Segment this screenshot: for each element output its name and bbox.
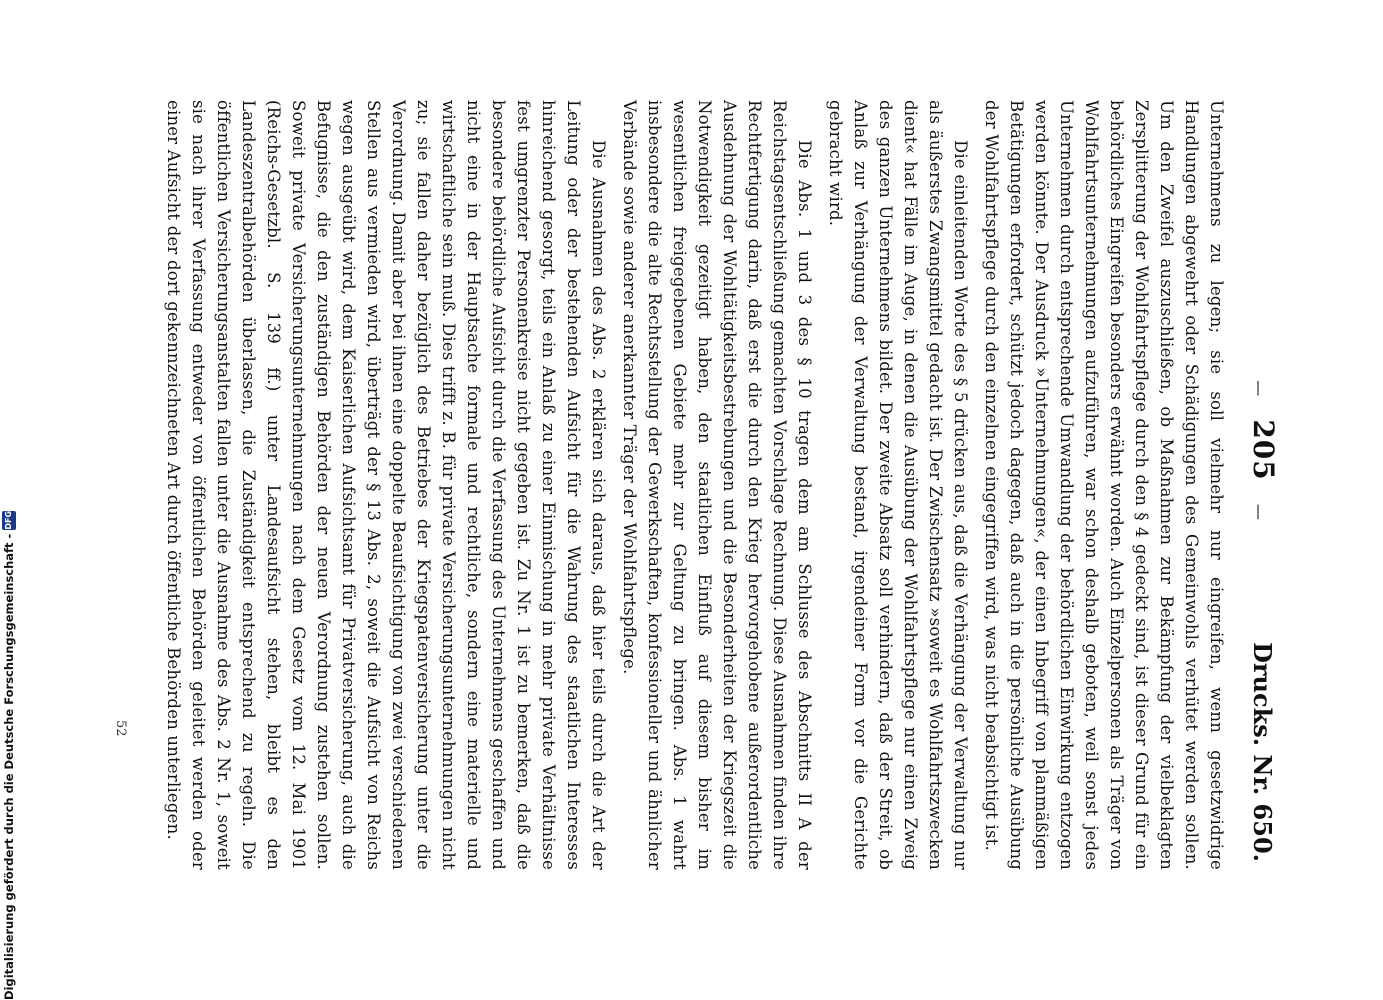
paragraph-1: Unternehmens zu legen; sie soll vielmehr nur eingreifen, wenn gesetzwidrige Handlungen abgewehrt oder Schädigungen des Gemeinwohls verhütet werden sollen. Um den Zweifel auszuschließen, ob Maßnahmen zur Bekämpfung der vielbeklagten Zersplitterung der Wohlfahrtspflege durch den § 4 gedeckt sind, ist dieser Grund für ein behördliches Eingreifen besonders erwähnt worden. Auch Einzelpersonen als Träger von Wohlfahrtsunternehmungen aufzuführen, war schon deshalb geboten, weil sonst jedes Unternehmen durch entsprechende Umwandlung der behördlichen Einwirkung entzogen werden könnte. Der Ausdruck »Unternehmungen«, der einen Inbegriff von planmäßigen Betätigungen erfordert, schützt jedoch dagegen, daß auch in die persönliche Ausübung der Wohlfahrtspflege durch den einzelnen eingegriffen wird, was nicht beabsichtigt ist.	[982, 100, 1226, 870]
header-dash-right: —	[1250, 503, 1269, 520]
document-page	[150, 100, 1280, 870]
paragraph-4: Die Ausnahmen des Abs. 2 erklären sich daraus, daß hier teils durch die Art der Leitung oder der bestehenden Aufsicht für die Wahrung des staatlichen Interesses hinreichend gesorgt, teils ein Anlaß zu einer Einmischung in mehr private Verhältnisse fest umgrenzter Personenkreise nicht gegeben ist. Zu Nr. 1 ist zu bemerken, daß die besondere behördliche Aufsicht durch die Verfassung des Unternehmens geschaffen und nicht eine in der Hauptsache formale und rechtliche, sondern eine materielle und wirtschaftliche sein muß. Dies trifft z. B. für private Versicherungsunternehmungen nicht zu; sie fallen daher bezüglich des Betriebes der Kriegspatenversicherung unter die Verordnung. Damit aber bei ihnen eine doppelte Beaufsichtigung von zwei verschiedenen Stellen aus vermieden wird, überträgt der § 13 Abs. 2, soweit die Aufsicht von Reichs wegen ausgeübt wird, dem Kaiserlichen Aufsichtsamt für Privatversicherung, auch die Befugnisse, die den zuständigen Behörden der neuen Verordnung zustehen sollen. Soweit private Versicherungsunternehmungen nach dem Gesetz vom 12. Mai 1901 (Reichs-Gesetzbl. S. 139 ff.) unter Landesaufsicht stehen, bleibt es den Landeszentralbehörden überlassen, die Zuständigkeit entsprechend zu regeln. Die öffentlichen Versicherungsanstalten fallen unter die Ausnahme des Abs. 2 Nr. 1, soweit sie nach ihrer Verfassung entweder von öffentlichen Behörden geleitet werden oder einer Aufsicht der dort gekennzeichneten Art durch öffentliche Behörden unterliegen.	[164, 100, 608, 870]
header-dash-left: —	[1250, 380, 1269, 397]
paragraph-2: Die einleitenden Worte des § 5 drücken aus, daß die Verhängung der Verwaltung nur als äußerstes Zwangsmittel gedacht ist. Der Zwischensatz »soweit es Wohlfahrtszwecken dient« hat Fälle im Auge, in denen die Ausübung der Wohlfahrtspflege nur einen Zweig des ganzen Unternehmens bildet. Der zweite Absatz soll verhindern, daß der Streit, ob Anlaß zur Verhängung der Verwaltung bestand, irgendeiner Form vor die Gerichte gebracht wird.	[826, 100, 970, 870]
page-number: 205	[1247, 419, 1280, 481]
folio-number: 52	[113, 720, 128, 737]
page-header	[1247, 100, 1280, 870]
digitization-credit	[2, 510, 16, 1000]
paragraph-3: Die Abs. 1 und 3 des § 10 tragen dem am Schlusse des Abschnitts II A der Reichstagsentschließung gemachten Vorschlage Rechnung. Diese Ausnahmen finden ihre Rechtfertigung darin, daß erst die durch den Krieg hervorgehobene außerordentliche Ausdehnung der Wohltätigkeitsbestrebungen und die Besonderheiten der Kriegszeit die Notwendigkeit gezeitigt haben, den staatlichen Einfluß auf diesem bisher im wesentlichen freigegebenen Gebiete mehr zur Geltung zu bringen. Abs. 1 wahrt insbesondere die alte Rechtsstellung der Gewerkschaften, konfessioneller und ähnlicher Verbände sowie anderer anerkannter Träger der Wohlfahrtspflege.	[620, 100, 814, 870]
document-label: Drucks. Nr. 650.	[1248, 642, 1277, 862]
dfg-logo-icon: DFG	[2, 511, 16, 530]
page-number-group	[1247, 362, 1280, 538]
credit-text: Digitalisierung gefördert durch die Deutsche Forschungsgemeinschaft -	[2, 533, 16, 1000]
